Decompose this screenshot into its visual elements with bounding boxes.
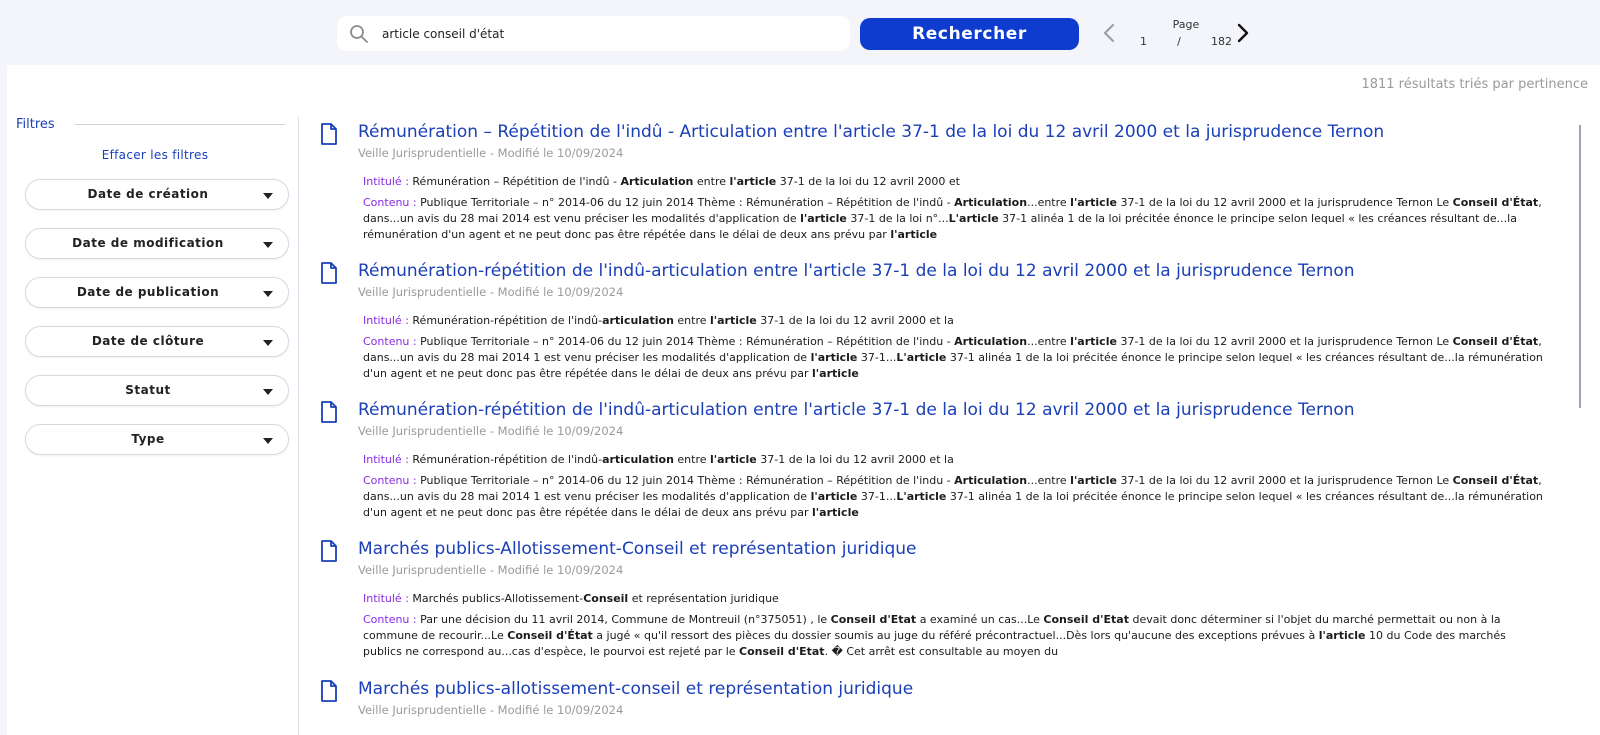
filter-date-creation[interactable] bbox=[25, 179, 289, 210]
filter-date-modification[interactable] bbox=[25, 228, 289, 259]
highlight-term: l'article bbox=[729, 175, 777, 188]
result-contenu bbox=[363, 334, 1548, 382]
text-segment: Publique Territoriale – n° 2014-06 du 12 juin 2014 Thème : Rémunération – Répétition de l'indu - bbox=[416, 335, 955, 348]
caret-down-icon bbox=[263, 291, 273, 297]
intitule-label: Intitulé : bbox=[363, 314, 409, 327]
text-segment: ...entre bbox=[1027, 335, 1071, 348]
text-segment: devait donc déterminer si l'objet du marché permettait ou non à la commune de recourir...Le bbox=[363, 613, 1501, 642]
result-title[interactable]: Rémunération-répétition de l'indû-articulation entre l'article 37-1 de la loi du 12 avril 2000 et la jurisprudence Ternon bbox=[358, 261, 1355, 281]
highlight-term: l'article bbox=[1070, 474, 1117, 487]
text-segment: 37-1 alinéa 1 de la loi précitée énonce le principe selon lequel « les créances résultant de...la rémunération d'un agent et ne peut donc pas être répétée dans le délai de deux ans prévu par bbox=[363, 212, 1517, 241]
text-segment: ...entre bbox=[1027, 474, 1071, 487]
highlight-term: l'article bbox=[810, 351, 858, 364]
highlight-term: articulation bbox=[602, 453, 674, 466]
text-segment: 37-1 de la loi du 12 avril 2000 et la jurisprudence Ternon Le bbox=[1116, 474, 1453, 487]
intitule-label: Intitulé : bbox=[363, 453, 409, 466]
text-segment: 37-1... bbox=[857, 490, 897, 503]
text-segment: Rémunération-répétition de l'indû- bbox=[408, 314, 603, 327]
contenu-label: Contenu : bbox=[363, 196, 417, 209]
highlight-term: Conseil d'Etat bbox=[1043, 613, 1129, 626]
highlight-term: Conseil d'État bbox=[1452, 474, 1539, 487]
text-segment: 37-1 alinéa 1 de la loi précitée énonce le principe selon lequel « les créances résultant de...la rémunération d'un agent et ne peut donc pas être répétée dans le délai de deux ans prévu par bbox=[363, 490, 1543, 519]
filters-title: Filtres bbox=[16, 117, 55, 132]
highlight-term: Conseil d'État bbox=[1452, 335, 1539, 348]
text-segment: Publique Territoriale – n° 2014-06 du 12 juin 2014 Thème : Rémunération – Répétition de l'indu - bbox=[416, 474, 955, 487]
result-title[interactable]: Rémunération – Répétition de l'indû - Articulation entre l'article 37-1 de la loi du 12 avril 2000 et la jurisprudence Ternon bbox=[358, 122, 1385, 142]
result-meta: Veille Jurisprudentielle - Modifié le 10/09/2024 bbox=[358, 424, 624, 438]
result-contenu bbox=[363, 473, 1548, 521]
filter-label: Date de clôture bbox=[91, 334, 205, 348]
result-title[interactable]: Rémunération-répétition de l'indû-articulation entre l'article 37-1 de la loi du 12 avril 2000 et la jurisprudence Ternon bbox=[358, 400, 1355, 420]
highlight-term: l'article bbox=[1070, 335, 1117, 348]
text-segment: 37-1 de la loi du 12 avril 2000 et bbox=[776, 175, 960, 188]
text-segment: Rémunération – Répétition de l'indû - bbox=[408, 175, 621, 188]
intitule-label: Intitulé : bbox=[363, 592, 409, 605]
result-meta: Veille Jurisprudentielle - Modifié le 10/09/2024 bbox=[358, 563, 624, 577]
page-numbers bbox=[1140, 35, 1232, 48]
text-segment: et représentation juridique bbox=[628, 592, 779, 605]
caret-down-icon bbox=[263, 242, 273, 248]
highlight-term: Conseil bbox=[583, 592, 629, 605]
text-segment: 37-1 de la loi du 12 avril 2000 et la bbox=[756, 453, 954, 466]
page-current: 1 bbox=[1140, 35, 1147, 48]
highlight-term: articulation bbox=[602, 314, 674, 327]
result-intitule bbox=[363, 314, 954, 327]
filter-label: Type bbox=[131, 432, 165, 446]
text-segment: 10 du Code des marchés publics ne correspond au...cas d'espèce, le pourvoi est rejeté par le bbox=[363, 629, 1506, 658]
highlight-term: l'article bbox=[710, 453, 757, 466]
text-segment: entre bbox=[673, 453, 710, 466]
results-scrollbar[interactable] bbox=[1579, 125, 1581, 408]
highlight-term: l'article bbox=[800, 212, 847, 225]
highlight-term: l'article bbox=[812, 506, 859, 519]
clear-filters-link[interactable]: Effacer les filtres bbox=[101, 148, 209, 162]
text-segment: 37-1 de la loi du 12 avril 2000 et la bbox=[756, 314, 954, 327]
filter-date-publication[interactable] bbox=[25, 277, 289, 308]
highlight-term: l'article bbox=[1318, 629, 1366, 642]
text-segment: 37-1 alinéa 1 de la loi précitée énonce le principe selon lequel « les créances résultant de...la rémunération d'un agent et ne peut donc pas être répétée dans le délai de deux ans prévu par bbox=[363, 351, 1543, 380]
text-segment: Marchés publics-Allotissement- bbox=[408, 592, 584, 605]
text-segment: 37-1 de la loi du 12 avril 2000 et la jurisprudence Ternon Le bbox=[1116, 335, 1453, 348]
highlight-term: L'article bbox=[948, 212, 999, 225]
filter-label: Date de modification bbox=[72, 236, 224, 250]
filter-type[interactable] bbox=[25, 424, 289, 455]
text-segment: , dans...un avis du 28 mai 2014 1 est venu préciser les modalités d'application de bbox=[363, 335, 1542, 364]
contenu-label: Contenu : bbox=[363, 474, 417, 487]
highlight-term: L'article bbox=[896, 490, 947, 503]
contenu-label: Contenu : bbox=[363, 335, 417, 348]
text-segment: , dans...un avis du 28 mai 2014 1 est venu préciser les modalités d'application de bbox=[363, 474, 1542, 503]
highlight-term: Conseil d'Etat bbox=[830, 613, 917, 626]
highlight-term: l'article bbox=[890, 228, 938, 241]
result-meta: Veille Jurisprudentielle - Modifié le 10/09/2024 bbox=[358, 703, 624, 717]
caret-down-icon bbox=[263, 193, 273, 199]
text-segment: entre bbox=[693, 175, 730, 188]
caret-down-icon bbox=[263, 340, 273, 346]
document-icon bbox=[320, 401, 338, 423]
highlight-term: Articulation bbox=[954, 196, 1028, 209]
highlight-term: Conseil d'Etat bbox=[739, 645, 825, 658]
filter-date-cloture[interactable] bbox=[25, 326, 289, 357]
document-icon bbox=[320, 540, 338, 562]
result-intitule bbox=[363, 175, 960, 188]
document-icon bbox=[320, 262, 338, 284]
result-title[interactable]: Marchés publics-Allotissement-Conseil et représentation juridique bbox=[358, 539, 917, 559]
intitule-label: Intitulé : bbox=[363, 175, 409, 188]
result-contenu bbox=[363, 612, 1548, 660]
sidebar-divider bbox=[298, 117, 299, 735]
text-segment: ...entre bbox=[1027, 196, 1071, 209]
filter-statut[interactable] bbox=[25, 375, 289, 406]
filter-label: Date de publication bbox=[76, 285, 220, 299]
highlight-term: Articulation bbox=[620, 175, 694, 188]
text-segment: entre bbox=[673, 314, 710, 327]
search-button[interactable]: Rechercher bbox=[860, 18, 1079, 50]
highlight-term: l'article bbox=[1070, 196, 1117, 209]
page-separator: / bbox=[1177, 35, 1181, 48]
text-segment: 37-1 de la loi n°... bbox=[846, 212, 949, 225]
highlight-term: l'article bbox=[710, 314, 757, 327]
highlight-term: L'article bbox=[896, 351, 947, 364]
text-segment: Publique Territoriale – n° 2014-06 du 12 juin 2014 Thème : Rémunération – Répétition de l'indû - bbox=[416, 196, 955, 209]
text-segment: . � Cet arrêt est consultable au moyen du bbox=[824, 645, 1059, 658]
highlight-term: Articulation bbox=[954, 474, 1028, 487]
result-intitule bbox=[363, 453, 954, 466]
text-segment: , dans...un avis du 28 mai 2014 est venu préciser les modalités d'application de bbox=[363, 196, 1542, 225]
result-intitule bbox=[363, 592, 779, 605]
contenu-label: Contenu : bbox=[363, 613, 417, 626]
result-contenu bbox=[363, 195, 1548, 243]
document-icon bbox=[320, 123, 338, 145]
text-segment: a examiné un cas...Le bbox=[916, 613, 1044, 626]
filter-label: Date de création bbox=[87, 187, 209, 201]
caret-down-icon bbox=[263, 389, 273, 395]
chevron-right-icon[interactable] bbox=[1232, 22, 1252, 44]
filters-divider bbox=[75, 124, 285, 125]
text-segment: 37-1 de la loi du 12 avril 2000 et la jurisprudence Ternon Le bbox=[1116, 196, 1453, 209]
pager bbox=[1100, 14, 1260, 54]
search-input[interactable] bbox=[382, 16, 832, 51]
highlight-term: Conseil d'État bbox=[507, 629, 593, 642]
highlight-term: l'article bbox=[812, 367, 859, 380]
text-segment: 37-1... bbox=[857, 351, 897, 364]
result-meta: Veille Jurisprudentielle - Modifié le 10/09/2024 bbox=[358, 146, 624, 160]
highlight-term: l'article bbox=[810, 490, 858, 503]
text-segment: Rémunération-répétition de l'indû- bbox=[408, 453, 603, 466]
search-box[interactable] bbox=[337, 16, 850, 51]
page-total: 182 bbox=[1211, 35, 1232, 48]
search-icon bbox=[349, 24, 369, 44]
result-title[interactable]: Marchés publics-allotissement-conseil et représentation juridique bbox=[358, 679, 914, 699]
text-segment: a jugé « qu'il ressort des pièces du dossier soumis au juge du référé précontractuel...Dès lors qu'aucune des exceptions prévues à bbox=[592, 629, 1319, 642]
highlight-term: Conseil d'État bbox=[1452, 196, 1539, 209]
text-segment: Par une décision du 11 avril 2014, Commune de Montreuil (n°375051) , le bbox=[416, 613, 831, 626]
filter-label: Statut bbox=[125, 383, 171, 397]
caret-down-icon bbox=[263, 438, 273, 444]
document-icon bbox=[320, 680, 338, 702]
highlight-term: Articulation bbox=[954, 335, 1028, 348]
chevron-left-icon[interactable] bbox=[1100, 22, 1120, 44]
page-label: Page bbox=[1172, 18, 1200, 31]
results-count: 1811 résultats triés par pertinence bbox=[1361, 77, 1588, 92]
result-meta: Veille Jurisprudentielle - Modifié le 10/09/2024 bbox=[358, 285, 624, 299]
